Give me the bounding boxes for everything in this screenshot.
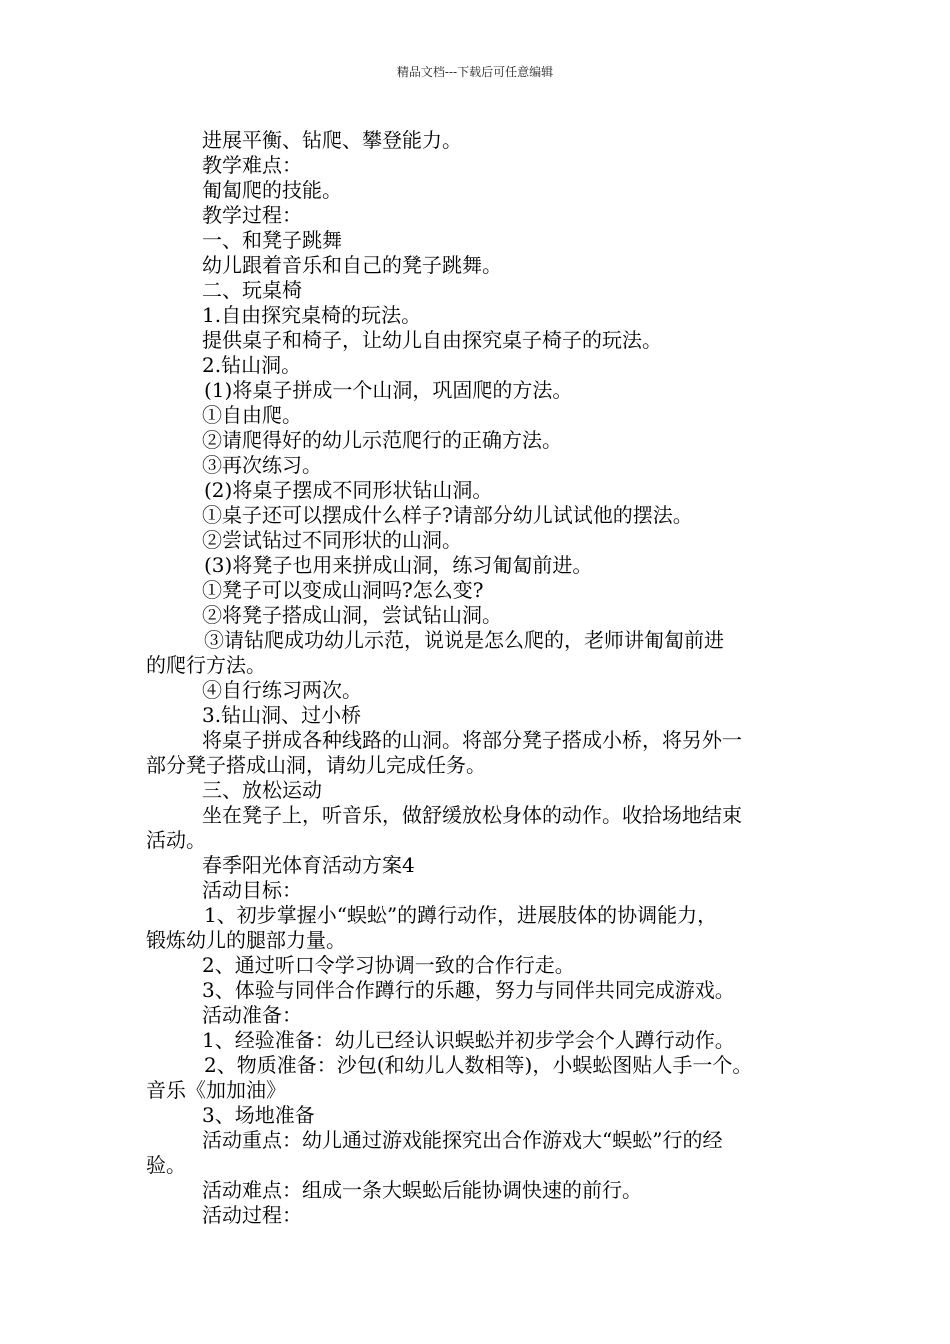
text-line: 活动。 <box>146 828 206 852</box>
section-heading: 二、玩桌椅 <box>202 278 302 302</box>
text-line: 的爬行方法。 <box>146 653 266 677</box>
text-line: 教学过程： <box>202 203 302 227</box>
text-line: 提供桌子和椅子，让幼儿自由探究桌子椅子的玩法。 <box>202 328 662 352</box>
text-line: 1.自由探究桌椅的玩法。 <box>202 303 422 327</box>
section-title: 春季阳光体育活动方案4 <box>202 853 415 877</box>
text-line: 锻炼幼儿的腿部力量。 <box>146 928 346 952</box>
section-heading: 三、放松运动 <box>202 778 322 802</box>
text-line: 进展平衡、钻爬、攀登能力。 <box>202 128 462 152</box>
text-line: 匍匐爬的技能。 <box>202 178 342 202</box>
document-body <box>146 128 822 1228</box>
text-line: 2、通过听口令学习协调一致的合作行走。 <box>202 953 575 977</box>
text-line: 3、场地准备 <box>202 1103 315 1127</box>
text-line: (3)将凳子也用来拼成山洞，练习匍匐前进。 <box>204 553 593 577</box>
text-line: ①凳子可以变成山洞吗?怎么变? <box>202 578 484 602</box>
text-line: ①自由爬。 <box>202 403 302 427</box>
text-line: (1)将桌子拼成一个山洞，巩固爬的方法。 <box>204 378 573 402</box>
text-line: 3.钻山洞、过小桥 <box>202 703 362 727</box>
text-line: 幼儿跟着音乐和自己的凳子跳舞。 <box>202 253 502 277</box>
text-line: 验。 <box>146 1153 186 1177</box>
text-line: 教学难点： <box>202 153 302 177</box>
text-line: 活动难点：组成一条大蜈蚣后能协调快速的前行。 <box>202 1178 642 1202</box>
text-line: ①桌子还可以摆成什么样子?请部分幼儿试试他的摆法。 <box>202 503 693 527</box>
text-line: (2)将桌子摆成不同形状钻山洞。 <box>204 478 493 502</box>
text-line: 坐在凳子上，听音乐，做舒缓放松身体的动作。收拾场地结束 <box>202 803 742 827</box>
text-line: 活动准备： <box>202 1003 302 1027</box>
text-line: 2、物质准备：沙包(和幼儿人数相等)，小蜈蚣图贴人手一个。 <box>204 1053 753 1077</box>
text-line: ③再次练习。 <box>202 453 322 477</box>
text-line: 将桌子拼成各种线路的山洞。将部分凳子搭成小桥，将另外一 <box>202 728 742 752</box>
text-line: 活动目标： <box>202 878 302 902</box>
text-line: 活动过程： <box>202 1203 302 1227</box>
text-line: 1、经验准备：幼儿已经认识蜈蚣并初步学会个人蹲行动作。 <box>202 1028 735 1052</box>
text-line: 部分凳子搭成山洞，请幼儿完成任务。 <box>146 753 486 777</box>
text-line: 活动重点：幼儿通过游戏能探究出合作游戏大“蜈蚣”行的经 <box>202 1128 723 1152</box>
text-line: ②将凳子搭成山洞，尝试钻山洞。 <box>202 603 502 627</box>
text-line: 2.钻山洞。 <box>202 353 302 377</box>
text-line: 3、体验与同伴合作蹲行的乐趣，努力与同伴共同完成游戏。 <box>202 978 735 1002</box>
text-line: 1、初步掌握小“蜈蚣”的蹲行动作，进展肢体的协调能力， <box>204 903 718 927</box>
text-line: ②请爬得好的幼儿示范爬行的正确方法。 <box>202 428 562 452</box>
section-heading: 一、和凳子跳舞 <box>202 228 342 252</box>
text-line: ②尝试钻过不同形状的山洞。 <box>202 528 462 552</box>
text-line: 音乐《加加油》 <box>146 1078 286 1102</box>
page-header: 精品文档---下载后可任意编辑 <box>396 65 554 79</box>
text-line: ④自行练习两次。 <box>202 678 362 702</box>
text-line: ③请钻爬成功幼儿示范，说说是怎么爬的，老师讲匍匐前进 <box>204 628 724 652</box>
